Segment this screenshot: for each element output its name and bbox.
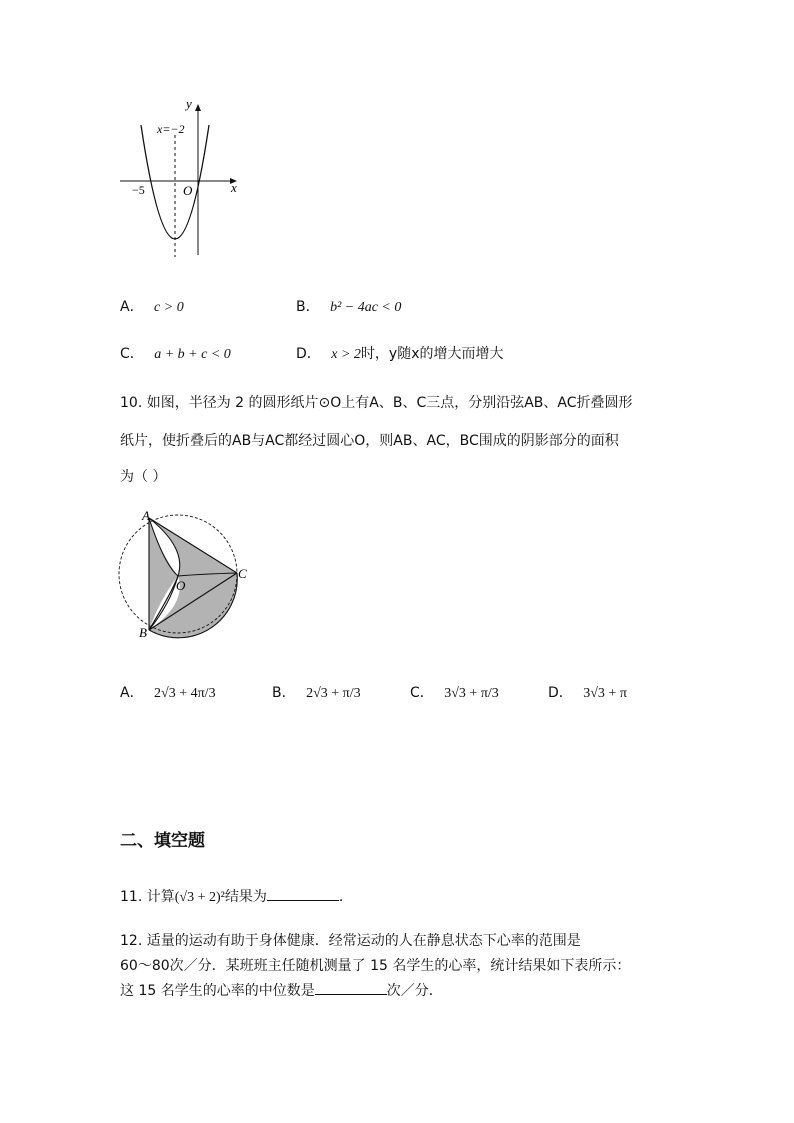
q10-option-b[interactable] [272, 682, 361, 702]
q12-line-3 [120, 980, 443, 1000]
point-b-label: B [139, 625, 147, 640]
option-letter: D． [296, 346, 321, 362]
option-letter: C． [410, 685, 434, 701]
point-a-label: A [142, 508, 150, 523]
option-tail: 时，y随x的增大而增大 [360, 346, 504, 362]
option-expr: a + b + c < 0 [154, 347, 231, 362]
q9-option-c[interactable] [120, 343, 231, 363]
q10-option-d[interactable] [548, 682, 627, 702]
q12-line-1: 12. 适量的运动有助于身体健康．经常运动的人在静息状态下心率的范围是 [120, 933, 581, 949]
y-axis-arrow [195, 104, 201, 111]
q10-line-3: 为（ ） [120, 469, 167, 485]
option-expr: 3√3 + π [583, 686, 627, 701]
parabola-figure [115, 95, 245, 265]
q12-line-3-suffix: 次／分． [386, 983, 443, 999]
q11-prefix: 11. 计算 [120, 889, 175, 905]
circle-figure [112, 506, 257, 641]
point-o-label: O [176, 578, 186, 593]
q12-answer-blank[interactable] [315, 982, 387, 995]
option-letter: A． [120, 299, 144, 315]
q11-suffix: 结果为 [224, 889, 267, 905]
y-axis-label: y [186, 96, 192, 111]
x-axis-label: x [231, 180, 237, 195]
origin-label: O [183, 183, 193, 198]
q10-option-a[interactable] [120, 682, 216, 702]
q9-option-a[interactable] [120, 296, 184, 316]
symmetry-label: x=−2 [157, 122, 185, 136]
q9-option-b[interactable] [296, 296, 401, 316]
q11-answer-blank[interactable] [267, 888, 339, 901]
option-letter: A． [120, 685, 144, 701]
q12-line-3-prefix: 这 15 名学生的心率的中位数是 [120, 983, 315, 999]
q11 [120, 886, 343, 906]
point-c-label: C [238, 566, 247, 581]
q11-end: . [338, 889, 344, 905]
option-expr: x > 2 [331, 347, 361, 362]
option-expr: c > 0 [154, 300, 184, 315]
q10-line-1: 10. 如图，半径为 2 的圆形纸片⊙O上有A、B、C三点，分别沿弦AB、AC折叠圆形 [120, 395, 633, 411]
q11-expr: (√3 + 2)² [174, 890, 225, 905]
section-title: 二、填空题 [120, 831, 205, 851]
option-expr: 2√3 + 4π/3 [154, 686, 216, 701]
q9-option-d[interactable] [296, 343, 503, 363]
option-expr: 3√3 + π/3 [444, 686, 499, 701]
option-expr: b² − 4ac < 0 [330, 300, 402, 315]
option-letter: B． [296, 299, 320, 315]
q12-line-2: 60～80次／分．某班班主任随机测量了 15 名学生的心率，统计结果如下表所示： [120, 958, 631, 974]
q10-option-c[interactable] [410, 682, 499, 702]
option-expr: 2√3 + π/3 [306, 686, 361, 701]
option-letter: D． [548, 685, 573, 701]
tick-label-minus-5: −5 [132, 183, 145, 197]
option-letter: B． [272, 685, 296, 701]
q10-line-2: 纸片，使折叠后的AB与AC都经过圆心O，则AB、AC，BC围成的阴影部分的面积 [120, 433, 619, 449]
option-letter: C． [120, 346, 144, 362]
